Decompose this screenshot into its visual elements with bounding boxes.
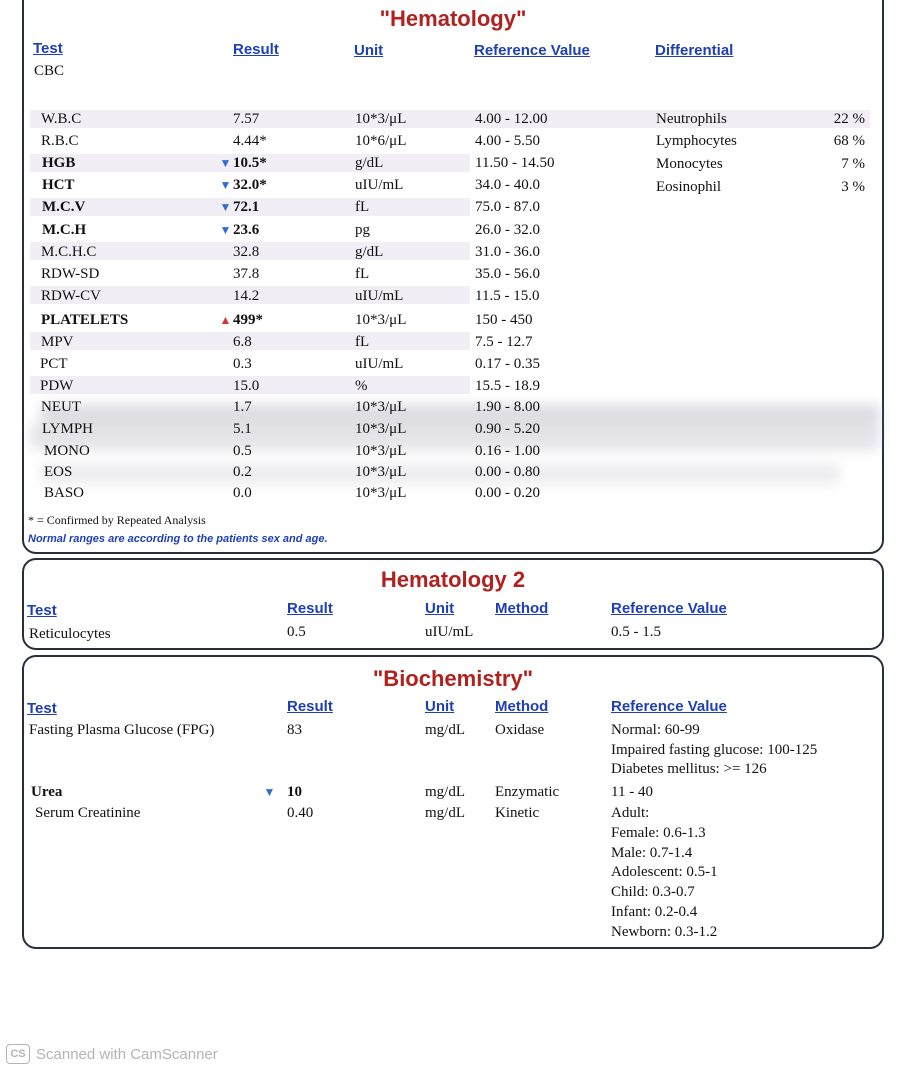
h2-header-unit: Unit bbox=[425, 600, 455, 617]
cbc-test-name: R.B.C bbox=[41, 133, 79, 149]
scan-smudge bbox=[30, 424, 880, 450]
cbc-result: 7.57 bbox=[233, 111, 260, 127]
cbc-result: 0.3 bbox=[233, 356, 252, 372]
cbc-result: 15.0 bbox=[233, 378, 260, 394]
camscanner-watermark bbox=[6, 1044, 218, 1064]
cbc-result: 37.8 bbox=[233, 266, 260, 282]
cbc-test-name: MPV bbox=[41, 334, 74, 350]
cbc-test-name: MONO bbox=[44, 443, 90, 459]
row-shading bbox=[30, 110, 870, 128]
cbc-unit: 10*6/μL bbox=[355, 133, 407, 149]
differential-value: 7 % bbox=[841, 156, 865, 172]
differential-value: 3 % bbox=[841, 179, 865, 195]
cbc-result: 0.5 bbox=[233, 443, 252, 459]
urea-unit: mg/dL bbox=[425, 784, 465, 800]
creatinine-reference-line: Newborn: 0.3-1.2 bbox=[611, 923, 718, 940]
col-header-test: Test bbox=[33, 40, 63, 57]
h2-header-method: Method bbox=[495, 600, 549, 617]
confirmed-note: * = Confirmed by Repeated Analysis bbox=[28, 513, 206, 527]
cbc-reference: 15.5 - 18.9 bbox=[475, 378, 540, 394]
cbc-test-name: BASO bbox=[44, 485, 85, 501]
cbc-unit: 10*3/μL bbox=[355, 464, 407, 480]
cbc-result: 5.1 bbox=[233, 421, 252, 437]
fpg-reference-line: Impaired fasting glucose: 100-125 bbox=[611, 741, 818, 758]
normal-ranges-note: Normal ranges are according to the patients sex and age. bbox=[28, 533, 328, 545]
section-label-cbc: CBC bbox=[34, 63, 65, 79]
cbc-test-name: EOS bbox=[44, 464, 73, 480]
creatinine-method: Kinetic bbox=[495, 805, 540, 821]
scan-smudge bbox=[40, 404, 880, 426]
fpg-reference-line: Diabetes mellitus: >= 126 bbox=[611, 761, 767, 777]
cbc-test-name: RDW-CV bbox=[41, 288, 101, 304]
cbc-unit: g/dL bbox=[355, 155, 384, 171]
col-header-reference: Reference Value bbox=[474, 42, 590, 59]
fpg-test: Fasting Plasma Glucose (FPG) bbox=[29, 722, 215, 738]
cbc-test-name: LYMPH bbox=[42, 421, 94, 437]
cbc-test-name: NEUT bbox=[41, 399, 81, 415]
cbc-unit: uIU/mL bbox=[355, 288, 404, 304]
cbc-result: 499* bbox=[233, 312, 263, 328]
cbc-reference: 34.0 - 40.0 bbox=[475, 177, 540, 193]
reticulocytes-test: Reticulocytes bbox=[29, 626, 111, 642]
creatinine-reference-line: Adolescent: 0.5-1 bbox=[611, 864, 718, 881]
low-flag-arrow-icon: ▼ bbox=[219, 178, 232, 192]
cbc-reference: 0.16 - 1.00 bbox=[475, 443, 540, 459]
cbc-result: 14.2 bbox=[233, 288, 260, 304]
cbc-test-name: PDW bbox=[40, 378, 74, 394]
cbc-unit: pg bbox=[355, 222, 370, 238]
urea-low-arrow-icon: ▼ bbox=[263, 785, 276, 799]
bio-header-method: Method bbox=[495, 698, 549, 715]
cbc-result: 4.44* bbox=[233, 133, 267, 149]
cbc-unit: % bbox=[355, 378, 368, 394]
h2-header-result: Result bbox=[287, 600, 333, 617]
creatinine-reference-line: Adult: bbox=[611, 805, 650, 821]
cbc-unit: 10*3/μL bbox=[355, 399, 407, 415]
cbc-result: 10.5* bbox=[233, 155, 267, 171]
cbc-test-name: HCT bbox=[42, 177, 75, 193]
cbc-unit: fL bbox=[355, 266, 370, 282]
cbc-reference: 75.0 - 87.0 bbox=[475, 199, 540, 215]
cbc-unit: uIU/mL bbox=[355, 356, 404, 372]
cbc-reference: 0.17 - 0.35 bbox=[475, 356, 540, 372]
cbc-reference: 31.0 - 36.0 bbox=[475, 244, 540, 260]
reticulocytes-reference: 0.5 - 1.5 bbox=[611, 624, 661, 640]
cbc-reference: 0.00 - 0.80 bbox=[475, 464, 540, 480]
bio-header-result: Result bbox=[287, 698, 333, 715]
creatinine-reference-line: Male: 0.7-1.4 bbox=[611, 844, 693, 861]
low-flag-arrow-icon: ▼ bbox=[219, 223, 232, 237]
urea-method: Enzymatic bbox=[495, 784, 560, 800]
cbc-unit: 10*3/μL bbox=[355, 485, 407, 501]
bio-header-unit: Unit bbox=[425, 698, 455, 715]
camscanner-logo: CS bbox=[6, 1044, 30, 1064]
differential-name: Eosinophil bbox=[656, 179, 722, 195]
biochemistry-title: "Biochemistry" bbox=[372, 666, 534, 691]
cbc-reference: 11.5 - 15.0 bbox=[475, 288, 540, 304]
cbc-reference: 150 - 450 bbox=[475, 312, 533, 328]
cbc-test-name: HGB bbox=[42, 155, 76, 171]
cbc-test-name: RDW-SD bbox=[41, 266, 100, 282]
low-flag-arrow-icon: ▼ bbox=[219, 200, 232, 214]
h2-header-test: Test bbox=[27, 602, 57, 619]
fpg-unit: mg/dL bbox=[425, 722, 465, 738]
urea-reference: 11 - 40 bbox=[611, 784, 653, 800]
col-header-unit: Unit bbox=[354, 42, 384, 59]
differential-value: 68 % bbox=[833, 133, 865, 149]
creatinine-unit: mg/dL bbox=[425, 805, 465, 821]
cbc-result: 72.1 bbox=[233, 199, 260, 215]
h2-header-reference: Reference Value bbox=[611, 600, 727, 617]
hematology-title: "Hematology" bbox=[379, 6, 527, 31]
creatinine-result: 0.40 bbox=[287, 805, 314, 821]
cbc-unit: g/dL bbox=[355, 244, 384, 260]
cbc-reference: 1.90 - 8.00 bbox=[475, 399, 540, 415]
cbc-unit: fL bbox=[355, 199, 370, 215]
fpg-reference-line: Normal: 60-99 bbox=[611, 722, 700, 738]
cbc-unit: 10*3/μL bbox=[355, 312, 407, 328]
cbc-reference: 26.0 - 32.0 bbox=[475, 222, 540, 238]
cbc-test-name: PCT bbox=[40, 356, 68, 372]
cbc-result: 0.2 bbox=[233, 464, 252, 480]
cbc-reference: 35.0 - 56.0 bbox=[475, 266, 540, 282]
fpg-result: 83 bbox=[287, 722, 302, 738]
urea-test: Urea bbox=[31, 784, 63, 800]
reticulocytes-unit: uIU/mL bbox=[425, 624, 474, 640]
col-header-differential: Differential bbox=[655, 42, 734, 59]
cbc-reference: 0.90 - 5.20 bbox=[475, 421, 540, 437]
cbc-reference: 0.00 - 0.20 bbox=[475, 485, 540, 501]
cbc-unit: 10*3/μL bbox=[355, 443, 407, 459]
cbc-reference: 4.00 - 5.50 bbox=[475, 133, 540, 149]
cbc-test-name: W.B.C bbox=[41, 111, 82, 127]
cbc-test-name: PLATELETS bbox=[41, 312, 129, 328]
differential-name: Neutrophils bbox=[656, 111, 727, 127]
cbc-unit: fL bbox=[355, 334, 370, 350]
fpg-method: Oxidase bbox=[495, 722, 545, 738]
differential-name: Lymphocytes bbox=[656, 133, 737, 149]
camscanner-text: Scanned with CamScanner bbox=[36, 1045, 218, 1063]
creatinine-reference-line: Infant: 0.2-0.4 bbox=[611, 904, 698, 920]
cbc-reference: 11.50 - 14.50 bbox=[475, 155, 555, 171]
cbc-result: 23.6 bbox=[233, 222, 260, 238]
reticulocytes-result: 0.5 bbox=[287, 624, 306, 640]
cbc-result: 0.0 bbox=[233, 485, 252, 501]
col-header-result: Result bbox=[233, 41, 279, 58]
urea-result: 10 bbox=[287, 784, 302, 800]
cbc-result: 1.7 bbox=[233, 399, 252, 415]
cbc-test-name: M.C.H.C bbox=[41, 244, 97, 260]
bio-header-test: Test bbox=[27, 700, 57, 717]
differential-name: Monocytes bbox=[656, 156, 723, 172]
high-flag-arrow-icon: ▲ bbox=[219, 313, 232, 327]
differential-value: 22 % bbox=[833, 111, 865, 127]
cbc-unit: 10*3/μL bbox=[355, 421, 407, 437]
cbc-result: 32.8 bbox=[233, 244, 260, 260]
low-flag-arrow-icon: ▼ bbox=[219, 156, 232, 170]
hematology2-title: Hematology 2 bbox=[380, 567, 526, 592]
cbc-reference: 7.5 - 12.7 bbox=[475, 334, 533, 350]
scan-smudge bbox=[40, 464, 840, 484]
cbc-result: 6.8 bbox=[233, 334, 252, 350]
cbc-reference: 4.00 - 12.00 bbox=[475, 111, 548, 127]
cbc-unit: uIU/mL bbox=[355, 177, 404, 193]
creatinine-reference-line: Child: 0.3-0.7 bbox=[611, 884, 695, 901]
creatinine-test: Serum Creatinine bbox=[35, 805, 141, 821]
cbc-unit: 10*3/μL bbox=[355, 111, 407, 127]
bio-header-reference: Reference Value bbox=[611, 698, 727, 715]
cbc-test-name: M.C.V bbox=[42, 199, 86, 215]
cbc-test-name: M.C.H bbox=[42, 222, 87, 238]
creatinine-reference-line: Female: 0.6-1.3 bbox=[611, 824, 706, 841]
cbc-result: 32.0* bbox=[233, 177, 267, 193]
